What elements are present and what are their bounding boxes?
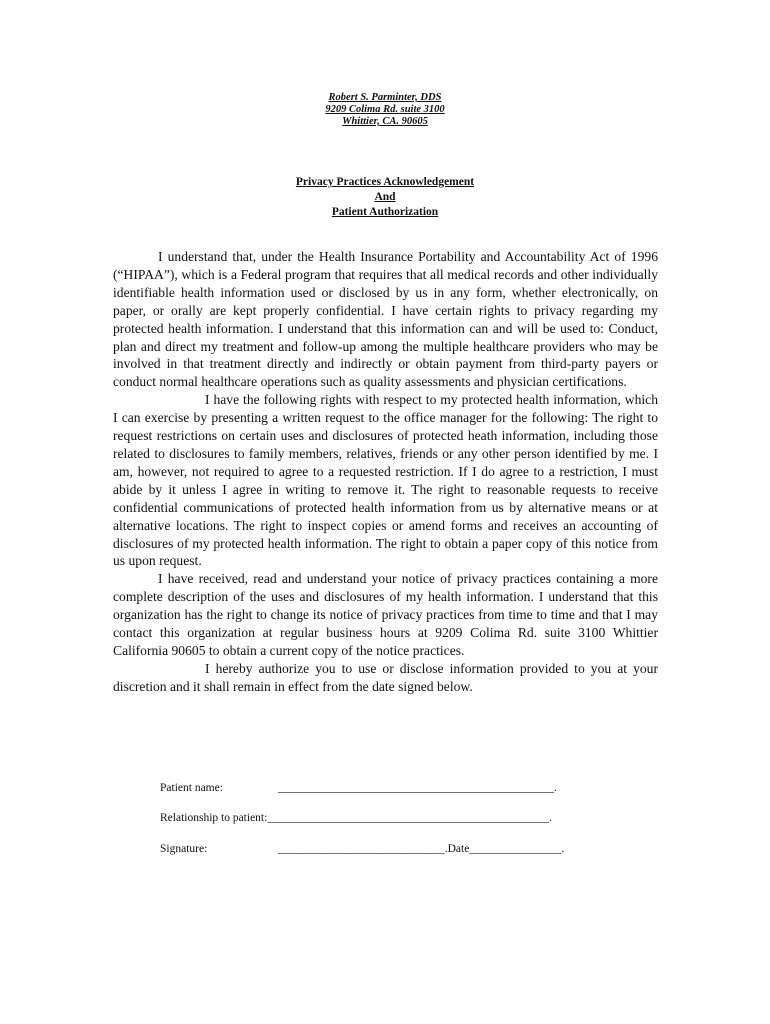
patient-name-label: Patient name: xyxy=(160,782,223,794)
document-title xyxy=(0,175,770,220)
letterhead xyxy=(0,92,770,128)
practitioner-name: Robert S. Parminter, DDS xyxy=(328,92,442,103)
paragraph-hipaa-understanding: I understand that, under the Health Insurance Portability and Accountability Act of 1996 (“HIPAA”), which is a Federal program that requires that all medical records and other individually identifiable health information used or disclosed by us in any form, whether electronically, on paper, or orally are kept properly confidential. I have certain rights to privacy regarding my protected health information. I understand that this information can and will be used to: Conduct, plan and direct my treatment and follow-up among the multiple healthcare providers who may be involved in that treatment directly and indirectly or obtain payment from third-party payers or conduct normal healthcare operations such as quality assessments and physician certifications. xyxy=(113,249,658,390)
relationship-label: Relationship to patient: xyxy=(160,812,268,824)
signature-field[interactable]: _____________________________ xyxy=(278,843,445,855)
signature-label: Signature: xyxy=(160,843,208,855)
date-label: .Date xyxy=(444,843,470,855)
relationship-field[interactable]: _________________________________________________. xyxy=(267,812,552,824)
patient-name-field[interactable]: ________________________________________________. xyxy=(278,782,557,794)
paragraph-notice-received: I have received, read and understand your notice of privacy practices containing a more complete description of the uses and disclosures of my health information. I understand that this organization has the right to change its notice of privacy practices from time to time and that I may contact this organization at regular business hours at 9209 Colima Rd. suite 3100 Whittier California 90605 to obtain a current copy of the notice practices. xyxy=(113,571,658,658)
document-body xyxy=(113,248,658,696)
practice-address-line-2: Whittier, CA. 90605 xyxy=(342,116,428,127)
patient-name-row xyxy=(160,781,557,795)
title-line-1: Privacy Practices Acknowledgement xyxy=(295,176,475,188)
practice-address-line-1: 9209 Colima Rd. suite 3100 xyxy=(325,104,445,115)
signature-row xyxy=(160,842,564,856)
title-line-3: Patient Authorization xyxy=(331,206,439,218)
paragraph-patient-rights: I have the following rights with respect to my protected health information, which I can exercise by presenting a written request to the office manager for the following: The right to request restrictions on certain uses and disclosures of protected heath information, including those related to disclosures to family members, relatives, friends or any other person identified by me. I am, however, not required to agree to a requested restriction. If I do agree to a restriction, I must abide by it unless I agree in writing to remove it. The right to reasonable requests to receive confidential communications of protected health information from us by alternative means or at alternative locations. The right to inspect copies or amend forms and receives an accounting of disclosures of my protected health information. The right to obtain a paper copy of this notice from us upon request. xyxy=(113,392,658,569)
relationship-row xyxy=(160,811,552,825)
title-line-2: And xyxy=(374,191,396,203)
paragraph-authorization: I hereby authorize you to use or disclose information provided to you at your discretion and it shall remain in effect from the date signed below. xyxy=(113,660,658,694)
date-field[interactable]: ________________. xyxy=(469,843,565,855)
